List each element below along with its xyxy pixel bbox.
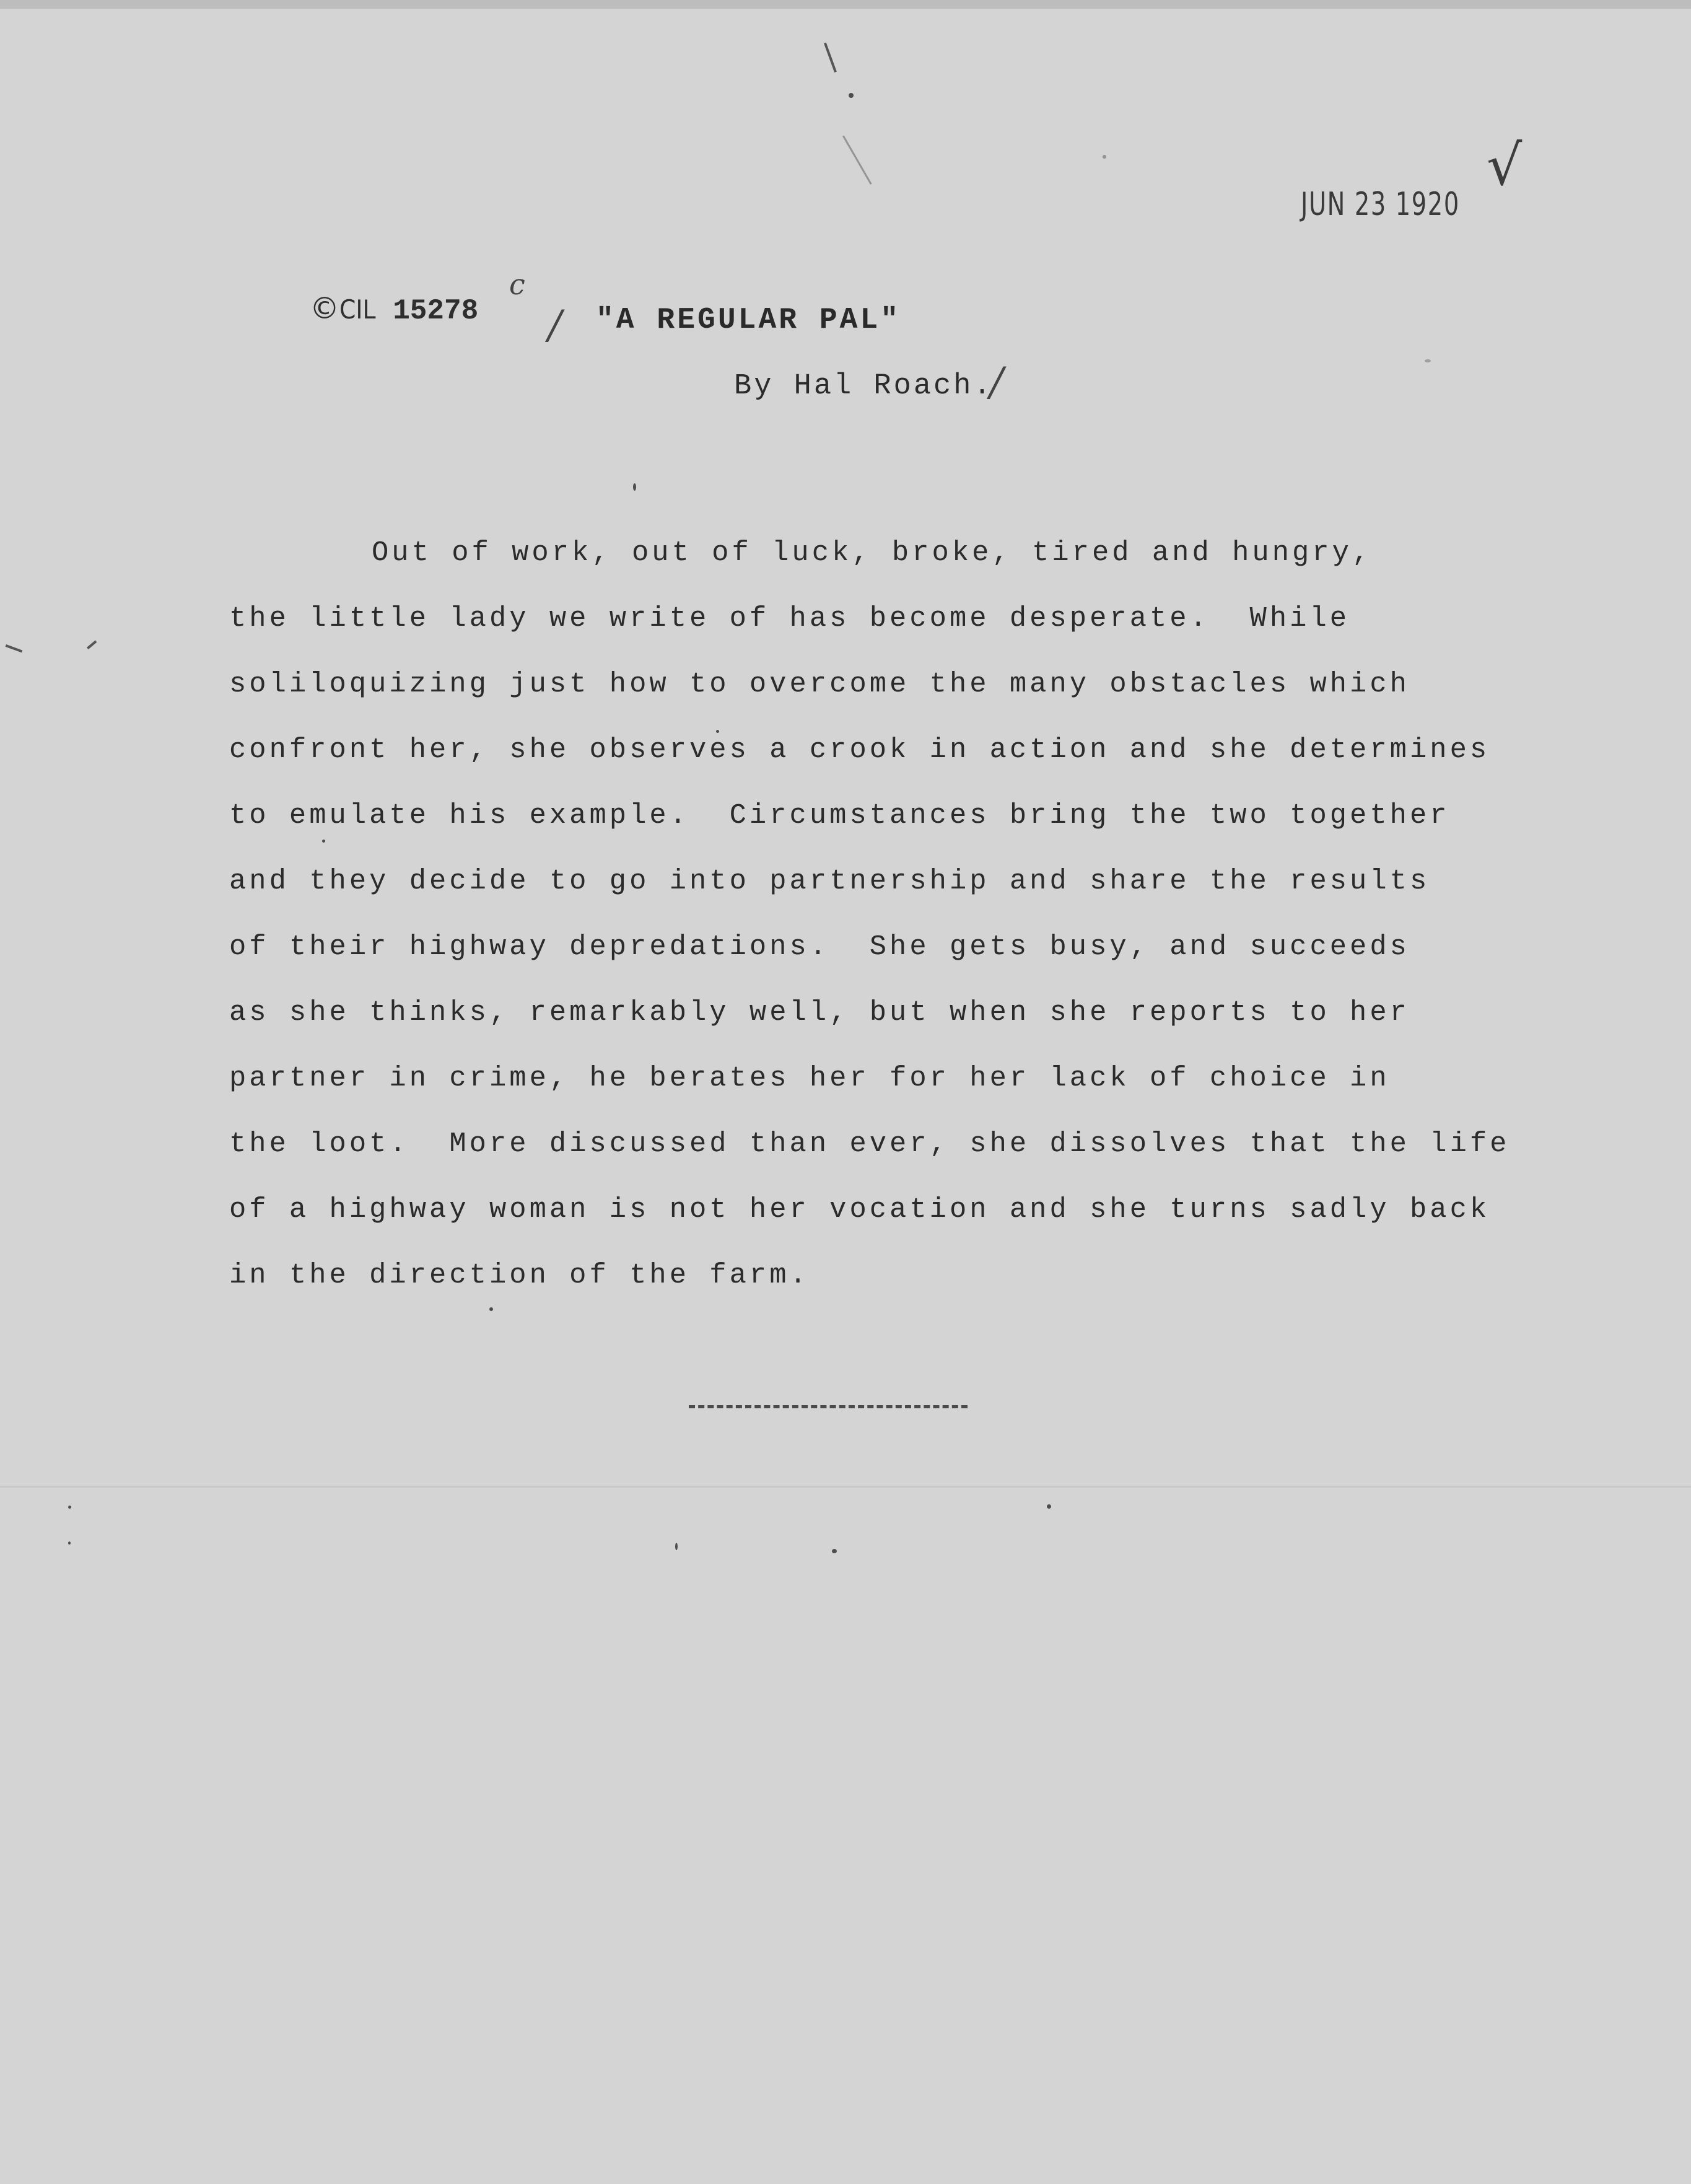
synopsis-line: as she thinks, remarkably well, but when she reports to her <box>229 996 1410 1028</box>
document-title: "A REGULAR PAL" <box>596 304 901 337</box>
synopsis-paragraph <box>229 534 1530 1322</box>
paper-speck <box>633 483 636 491</box>
paper-speck <box>1425 359 1431 362</box>
closing-dash-rule <box>689 1405 968 1408</box>
byline-check-icon: / <box>990 359 1003 405</box>
paper-mark <box>824 43 837 72</box>
registration-number-value: 15278 <box>393 295 479 327</box>
synopsis-line: confront her, she observes a crook in action and she determines <box>229 734 1490 766</box>
copyright-symbol: © <box>310 291 339 326</box>
slash-mark-icon: / <box>548 302 562 348</box>
paper-speck <box>849 93 854 98</box>
page-fold-line <box>0 1486 1691 1488</box>
paper-speck <box>1103 155 1106 159</box>
paper-speck <box>68 1542 71 1545</box>
check-mark-icon: √ <box>1487 133 1523 198</box>
paper-speck <box>68 1506 71 1509</box>
synopsis-line: and they decide to go into partnership and share the results <box>229 865 1430 897</box>
received-date-stamp: JUN 23 1920 <box>1301 186 1460 223</box>
synopsis-line: partner in crime, he berates her for her lack of choice in <box>229 1062 1390 1094</box>
paper-speck <box>675 1543 678 1550</box>
synopsis-line: soliloquizing just how to overcome the many obstacles which <box>229 668 1410 700</box>
synopsis-line: Out of work, out of luck, broke, tired and hungry, <box>372 537 1373 569</box>
paper-speck <box>716 730 719 733</box>
synopsis-line: the little lady we write of has become desperate. While <box>229 602 1350 634</box>
synopsis-line: to emulate his example. Circumstances bring the two together <box>229 799 1450 831</box>
synopsis-line: the loot. More discussed than ever, she dissolves that the life <box>229 1128 1510 1160</box>
paper-mark <box>87 640 97 649</box>
byline: By Hal Roach. <box>734 370 994 403</box>
registration-class: CIL <box>339 294 376 325</box>
paper-speck <box>489 1307 493 1311</box>
paper-speck <box>1047 1504 1051 1509</box>
registration-annotation: c <box>509 268 525 301</box>
paper-mark <box>6 644 23 652</box>
page-top-edge <box>0 0 1691 9</box>
synopsis-line: of their highway depredations. She gets busy, and succeeds <box>229 931 1410 963</box>
paper-speck <box>322 840 325 843</box>
registration-number <box>310 291 478 327</box>
synopsis-line: in the direction of the farm. <box>229 1259 810 1291</box>
synopsis-line: of a highway woman is not her vocation and she turns sadly back <box>229 1193 1490 1226</box>
paper-speck <box>832 1549 837 1553</box>
paper-mark <box>842 136 872 185</box>
